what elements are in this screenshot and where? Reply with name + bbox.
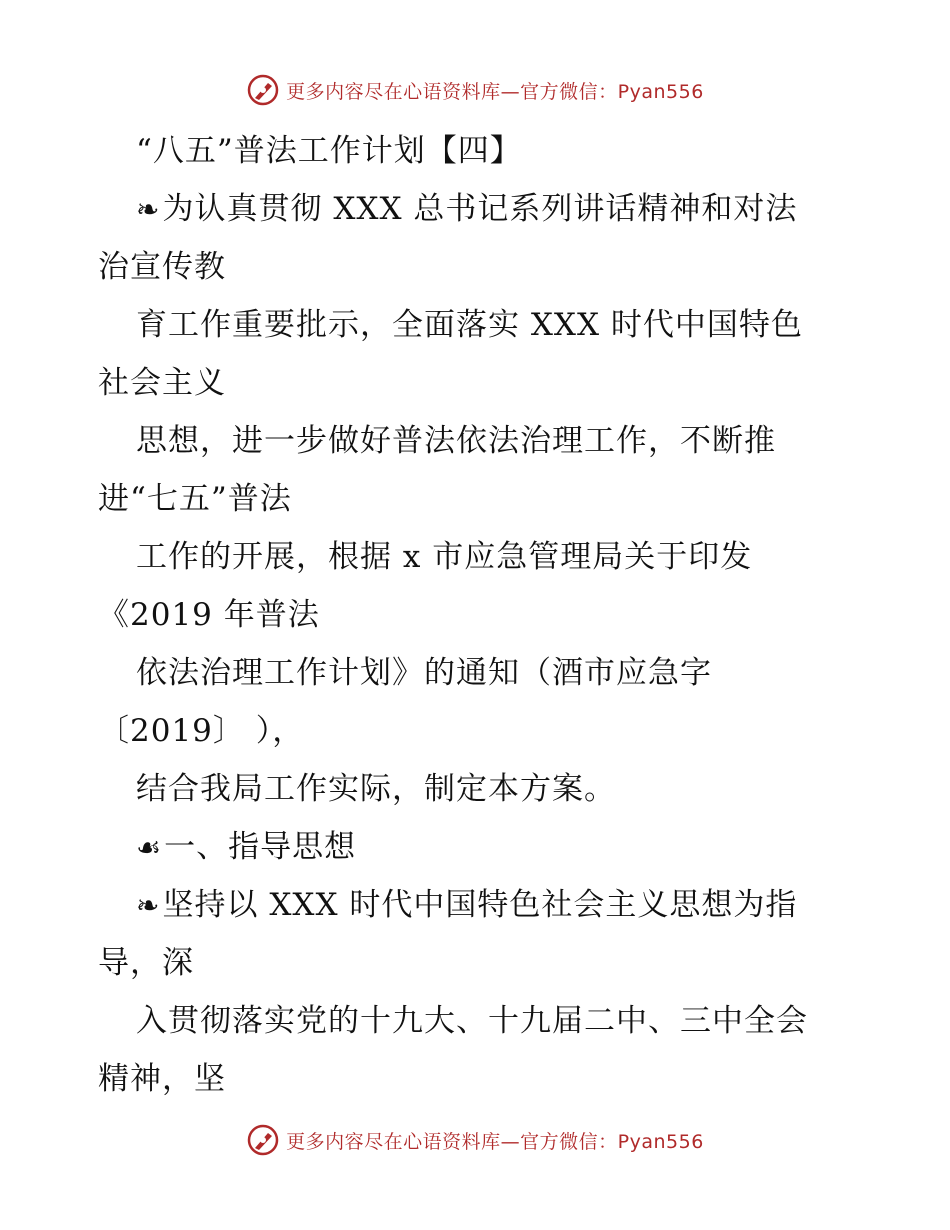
paragraph-line: 社会主义 (98, 365, 226, 401)
paragraph-line: 依法治理工作计划》的通知（酒市应急字 (136, 655, 712, 691)
paragraph-line: 育工作重要批示，全面落实 XXX 时代中国特色 (136, 307, 803, 343)
paragraph-line: 进“七五”普法 (98, 481, 292, 517)
paragraph-line: 工作的开展，根据 x 市应急管理局关于印发 (136, 539, 753, 575)
paragraph-line: 思想，进一步做好普法依法治理工作，不断推 (136, 423, 776, 459)
footer-banner (0, 1120, 950, 1160)
banner-text: 更多内容尽在心语资料库—官方微信：Pyan556 (286, 1130, 704, 1153)
paragraph-line: 《2019 年普法 (98, 597, 320, 633)
paragraph-line: 〔2019〕 ）， (98, 713, 305, 749)
pen-nib-logo-icon (246, 73, 280, 107)
paragraph-line: 治宣传教 (98, 249, 226, 285)
paragraph-line: 入贯彻落实党的十九大、十九届二中、三中全会 (136, 1003, 808, 1039)
header-banner (0, 70, 950, 110)
paragraph-line: 导，深 (98, 945, 194, 981)
paragraph-line: ❧坚持以 XXX 时代中国特色社会主义思想为指 (98, 876, 878, 934)
document-body (98, 122, 878, 1108)
fleuron-ornament-icon: ☙ (136, 831, 163, 864)
pen-nib-logo-icon (246, 1123, 280, 1157)
banner-text: 更多内容尽在心语资料库—官方微信：Pyan556 (286, 80, 704, 103)
paragraph-line: 结合我局工作实际，制定本方案。 (136, 771, 616, 807)
fleuron-ornament-icon: ❧ (136, 889, 161, 922)
fleuron-ornament-icon: ❧ (136, 193, 161, 226)
paragraph-line: ❧为认真贯彻 XXX 总书记系列讲话精神和对法 (98, 180, 878, 238)
paragraph-line: 精神，坚 (98, 1061, 226, 1097)
document-title: “八五”普法工作计划【四】 (136, 133, 522, 169)
section-heading: ☙一、指导思想 (98, 818, 878, 876)
